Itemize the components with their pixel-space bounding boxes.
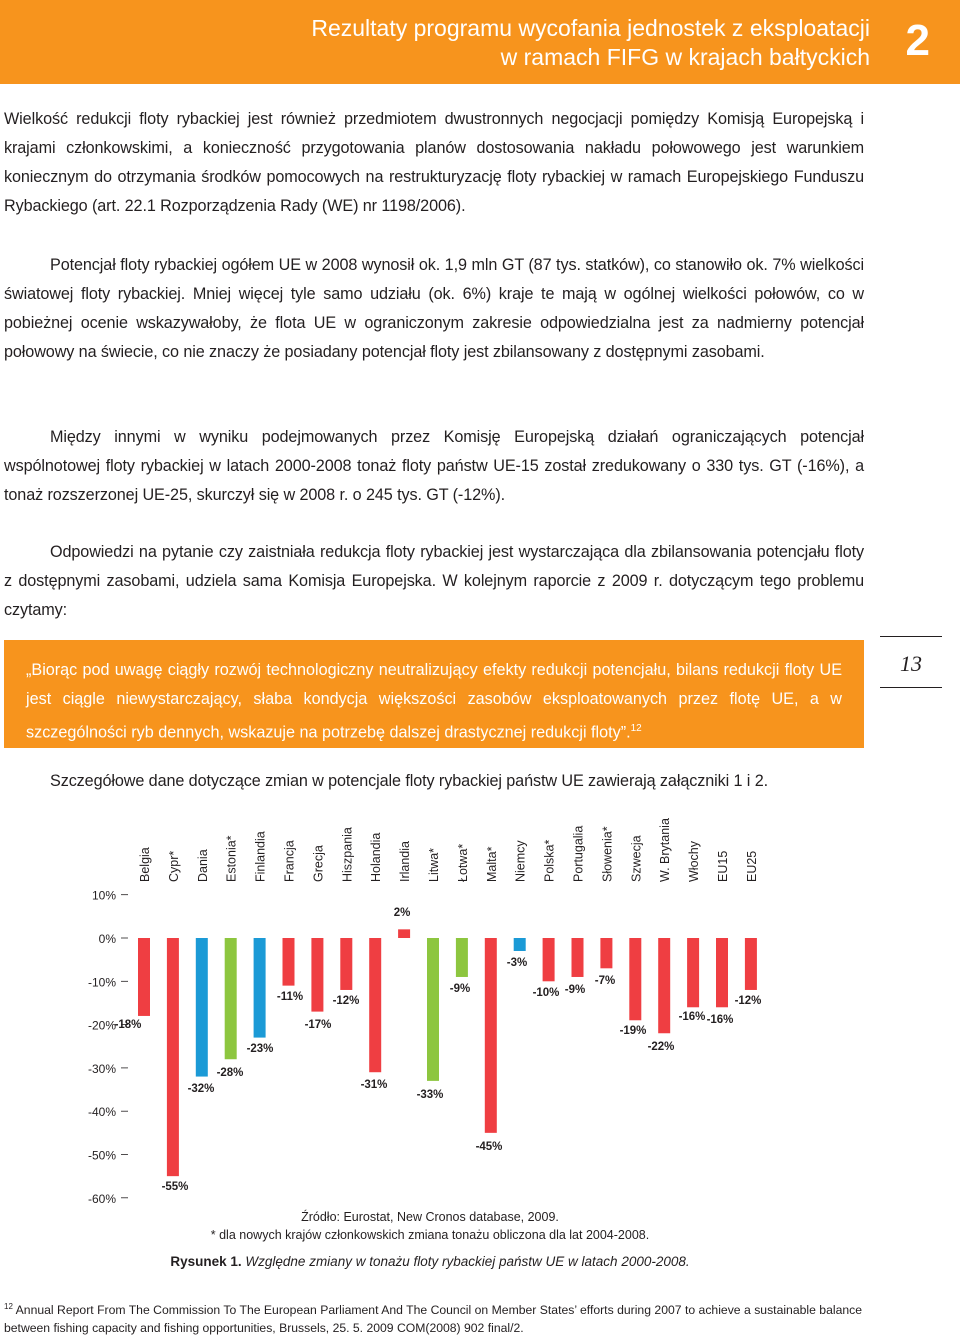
quote-body: „Biorąc pod uwagę ciągły rozwój technologiczny neutralizujący efekty redukcji potencjału, bilans redukcji floty UE jest ciągle niewystarczający, słaba kondycja większości zasobów eksploatowanych przez flotę UE, a w szczególności ryb dennych, wskazuje na potrzebę dalszej drastycznej redukcji floty”. [26, 661, 842, 742]
category-label: Polska* [542, 839, 557, 882]
category-label: Portugalia [571, 825, 586, 882]
category-label: Łotwa* [455, 843, 470, 882]
paragraph-2 [4, 251, 864, 367]
data-label: -12% [734, 995, 762, 1007]
footnote [4, 1298, 862, 1337]
data-label: -9% [564, 984, 586, 996]
category-label: W. Brytania [658, 818, 673, 882]
bar [629, 938, 641, 1020]
bar [543, 938, 555, 981]
page-number-rule-bottom [880, 687, 942, 688]
lead-text [50, 767, 870, 796]
chapter-title-line1: Rezultaty programu wycofania jednostek z eksploatacji [311, 15, 870, 41]
category-label: EU15 [716, 850, 730, 882]
bar [600, 938, 612, 968]
bar [340, 938, 352, 990]
bar [572, 938, 584, 977]
bar [687, 938, 699, 1007]
bar [398, 929, 410, 938]
y-tick-label: -20% [87, 1018, 116, 1033]
data-label: -11% [276, 991, 304, 1003]
chapter-title-line2: w ramach FIFG w krajach bałtyckich [500, 44, 870, 70]
category-label: Holandia [369, 832, 384, 882]
bar [514, 938, 526, 951]
paragraph-3 [4, 423, 864, 510]
data-label: -19% [619, 1025, 647, 1037]
y-tick-label: -60% [87, 1191, 116, 1205]
bar [369, 938, 381, 1072]
page-number [880, 636, 942, 688]
bar-chart [0, 800, 860, 1205]
data-label: -17% [304, 1019, 332, 1031]
category-label: Hiszpania [340, 827, 355, 882]
quote-footnote-ref: 12 [630, 723, 642, 734]
quote-box [4, 640, 864, 748]
quote-text [26, 656, 842, 747]
data-label: -18% [114, 1019, 142, 1031]
data-label: -31% [360, 1079, 388, 1091]
paragraph-4-text: Odpowiedzi na pytanie czy zaistniała redukcja floty rybackiej jest wystarczająca dla zbilansowania potencjału floty z dostępnymi zasobami, udziela sama Komisja Europejska. W kolejnym raporcie z 2009 r. dotyczącym tego problemu czytamy: [4, 543, 864, 619]
bar [745, 938, 757, 990]
category-label: EU25 [744, 850, 759, 882]
y-tick-label: -10% [87, 975, 116, 990]
category-label: Niemcy [513, 840, 528, 882]
category-label: Grecja [311, 845, 326, 882]
y-tick-label: -40% [87, 1105, 116, 1120]
chapter-header [0, 0, 960, 84]
bar [254, 938, 266, 1038]
category-label: Irlandia [398, 841, 413, 882]
footnote-number: 12 [4, 1302, 13, 1311]
category-label: Cypr* [166, 850, 181, 882]
chapter-title [260, 14, 870, 72]
bar [485, 938, 497, 1133]
y-tick-label: -50% [87, 1148, 116, 1163]
data-label: -16% [678, 1011, 706, 1023]
category-label: Szwecja [629, 835, 644, 882]
bar [138, 938, 150, 1016]
chapter-number: 2 [905, 16, 930, 65]
chart-source: Źródło: Eurostat, New Cronos database, 2009. [301, 1210, 559, 1224]
data-label: -7% [594, 975, 616, 987]
category-label: Finlandia [253, 831, 268, 882]
data-label: -3% [506, 957, 528, 969]
footnote-text: Annual Report From The Commission To The European Parliament And The Council on Member States’ efforts during 2007 to achieve a sustainable balance between fishing capacity and fishing opportunities, Brussels, 25. 5. 2009 COM(2008) 902 final/2. [4, 1303, 862, 1336]
data-label: -22% [647, 1041, 675, 1053]
data-label: -45% [475, 1141, 503, 1153]
paragraph-3-text: Między innymi w wyniku podejmowanych przez Komisję Europejską działań ograniczających potencjał wspólnotowej floty rybackiej w latach 2000-2008 tonaż floty państw UE-15 został zredukowany o 330 tys. GT (-16%), a tonaż rozszerzonej UE-25, skurczył się w 2008 r. o 245 tys. GT (-12%). [4, 428, 864, 504]
data-label: -16% [706, 1014, 734, 1026]
y-tick-label: 10% [91, 888, 116, 903]
data-label: -9% [449, 983, 471, 995]
page-number-text: 13 [900, 651, 922, 676]
bar [658, 938, 670, 1033]
data-label: -12% [332, 995, 360, 1007]
paragraph-1-text: Wielkość redukcji floty rybackiej jest również przedmiotem dwustronnych negocjacji pomiędzy Komisją Europejską i krajami członkowskimi, a konieczność przygotowania planów dostosowania nakładu połowowego jest warunkiem koniecznym do otrzymania środków pomocowych na restrukturyzację floty rybackiej w ramach Europejskiego Funduszu Rybackiego (art. 22.1 Rozporządzenia Rady (WE) nr 1198/2006). [4, 110, 864, 215]
y-tick-label: 0% [98, 932, 116, 946]
data-label: -28% [216, 1067, 244, 1079]
category-label: Belgia [138, 847, 152, 882]
bar [311, 938, 323, 1012]
data-label: -55% [161, 1181, 189, 1193]
bar [456, 938, 468, 977]
bar [716, 938, 728, 1007]
y-tick-label: -30% [87, 1061, 116, 1076]
data-label: -23% [246, 1043, 274, 1055]
bar [196, 938, 208, 1077]
bar [283, 938, 295, 986]
figure-caption-text: Względne zmiany w tonażu floty rybackiej państw UE w latach 2000-2008. [241, 1254, 690, 1269]
paragraph-1 [4, 105, 864, 221]
category-label: Malta* [484, 846, 499, 882]
lead-text-body: Szczegółowe dane dotyczące zmian w potencjale floty rybackiej państw UE zawierają załączniki 1 i 2. [50, 772, 768, 790]
figure-caption [0, 1254, 860, 1269]
data-label: -10% [532, 987, 560, 999]
bar [225, 938, 237, 1059]
data-label: -33% [416, 1089, 444, 1101]
paragraph-4 [4, 538, 864, 625]
category-label: Słowenia* [600, 826, 615, 882]
data-label: -32% [187, 1083, 215, 1095]
bar [427, 938, 439, 1081]
chart-note: * dla nowych krajów członkowskich zmiana tonażu obliczona dla lat 2004-2008. [210, 1228, 650, 1242]
category-label: Dania [195, 849, 210, 882]
category-label: Estonia* [224, 835, 239, 882]
figure-caption-label: Rysunek 1. [170, 1254, 242, 1269]
bar [167, 938, 179, 1176]
category-label: Francja [282, 840, 297, 882]
category-label: Włochy [687, 841, 702, 882]
category-label: Litwa* [427, 847, 441, 882]
data-label: 2% [393, 907, 411, 919]
paragraph-2-text: Potencjał floty rybackiej ogółem UE w 2008 wynosił ok. 1,9 mln GT (87 tys. statków), co stanowiło ok. 7% wielkości światowej floty rybackiej. Mniej więcej tyle samo udziału (ok. 6%) kraje te mają w ogólnej wielkości połowów, co w pobieżnej ocenie wskazywałoby, że flota UE w ograniczonym zakresie odpowiedzialna jest za nadmierny potencjał połowowy na świecie, co nie znaczy że posiadany potencjał floty jest zbilansowany z dostępnymi zasobami. [4, 256, 864, 361]
